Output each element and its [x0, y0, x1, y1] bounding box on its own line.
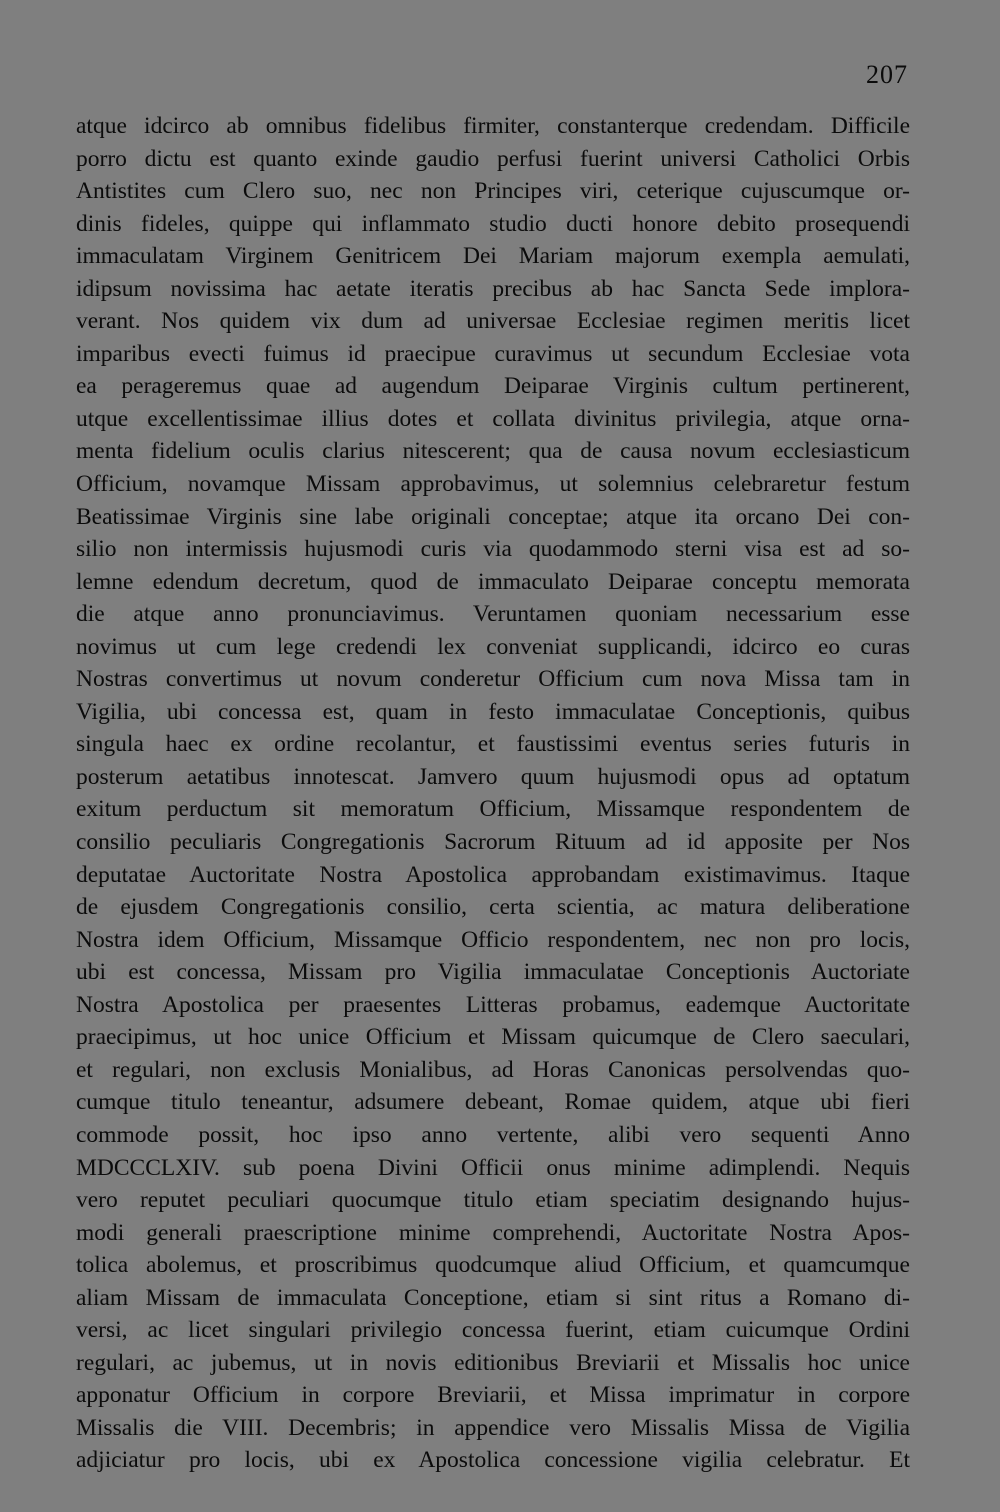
- text-line: exitum perductum sit memoratum Officium, Missamque respondentem de: [76, 796, 910, 823]
- text-line: utque excellentissimae illius dotes et collata divinitus privilegia, atque orna-: [76, 405, 910, 432]
- text-line: Nostra Apostolica per praesentes Litteras probamus, eademque Auctoritate: [76, 991, 910, 1018]
- text-line: MDCCCLXIV. sub poena Divini Officii onus minime adimplendi. Nequis: [76, 1154, 910, 1181]
- text-line: silio non intermissis hujusmodi curis via quodammodo sterni visa est ad so-: [76, 536, 910, 563]
- text-line: imparibus evecti fuimus id praecipue curavimus ut secundum Ecclesiae vota: [76, 340, 910, 367]
- text-line: deputatae Auctoritate Nostra Apostolica approbandam existimavimus. Itaque: [76, 861, 910, 888]
- text-line: aliam Missam de immaculata Conceptione, etiam si sint ritus a Romano di-: [76, 1284, 910, 1311]
- text-line: adjiciatur pro locis, ubi ex Apostolica concessione vigilia celebratur. Et: [76, 1447, 910, 1474]
- text-line: Nostras convertimus ut novum conderetur Officium cum nova Missa tam in: [76, 666, 910, 693]
- text-line: apponatur Officium in corpore Breviarii, et Missa imprimatur in corpore: [76, 1382, 910, 1409]
- text-line: de ejusdem Congregationis consilio, certa scientia, ac matura deliberatione: [76, 894, 910, 921]
- text-line: ea perageremus quae ad augendum Deiparae Virginis cultum pertinerent,: [76, 373, 910, 400]
- text-line: vero reputet peculiari quocumque titulo etiam speciatim designando hujus-: [76, 1187, 910, 1214]
- text-line: commode possit, hoc ipso anno vertente, alibi vero sequenti Anno: [76, 1121, 910, 1148]
- text-line: immaculatam Virginem Genitricem Dei Mariam majorum exempla aemulati,: [76, 243, 910, 270]
- page-number: 207: [866, 60, 908, 89]
- text-line: porro dictu est quanto exinde gaudio perfusi fuerint universi Catholici Orbis: [76, 145, 910, 172]
- text-line: modi generali praescriptione minime comprehendi, Auctoritate Nostra Apos-: [76, 1219, 910, 1246]
- text-line: Nostra idem Officium, Missamque Officio respondentem, nec non pro locis,: [76, 926, 910, 953]
- text-line: tolica abolemus, et proscribimus quodcumque aliud Officium, et quamcumque: [76, 1252, 910, 1279]
- text-line: Beatissimae Virginis sine labe originali conceptae; atque ita orcano Dei con-: [76, 503, 910, 530]
- text-line: Vigilia, ubi concessa est, quam in festo immaculatae Conceptionis, quibus: [76, 698, 910, 725]
- text-line: singula haec ex ordine recolantur, et faustissimi eventus series futuris in: [76, 731, 910, 758]
- text-line: praecipimus, ut hoc unice Officium et Missam quicumque de Clero saeculari,: [76, 1024, 910, 1051]
- text-line: novimus ut cum lege credendi lex conveniat supplicandi, idcirco eo curas: [76, 633, 910, 660]
- text-line: et regulari, non exclusis Monialibus, ad Horas Canonicas persolvendas quo-: [76, 1056, 910, 1083]
- text-line: Officium, novamque Missam approbavimus, ut solemnius celebraretur festum: [76, 471, 910, 498]
- text-line: atque idcirco ab omnibus fidelibus firmiter, constanterque credendam. Difficile: [76, 113, 910, 139]
- text-line: menta fidelium oculis clarius nitescerent; qua de causa novum ecclesiasticum: [76, 438, 910, 465]
- text-line: Missalis die VIII. Decembris; in appendice vero Missalis Missa de Vigilia: [76, 1414, 910, 1441]
- text-line: versi, ac licet singulari privilegio concessa fuerint, etiam cuicumque Ordini: [76, 1317, 910, 1344]
- text-line: cumque titulo teneantur, adsumere debeant, Romae quidem, atque ubi fieri: [76, 1089, 910, 1116]
- text-line: posterum aetatibus innotescat. Jamvero quum hujusmodi opus ad optatum: [76, 763, 910, 790]
- text-line: idipsum novissima hac aetate iteratis precibus ab hac Sancta Sede implora-: [76, 275, 910, 302]
- text-line: consilio peculiaris Congregationis Sacrorum Rituum ad id apposite per Nos: [76, 829, 910, 856]
- text-line: lemne edendum decretum, quod de immaculato Deiparae conceptu memorata: [76, 568, 910, 595]
- text-line: regulari, ac jubemus, ut in novis editionibus Breviarii et Missalis hoc unice: [76, 1349, 910, 1376]
- text-line: dinis fideles, quippe qui inflammato studio ducti honore debito prosequendi: [76, 210, 910, 237]
- body-text: [76, 110, 910, 1477]
- text-line: Antistites cum Clero suo, nec non Principes viri, ceterique cujuscumque or-: [76, 178, 910, 205]
- text-line: die atque anno pronunciavimus. Veruntamen quoniam necessarium esse: [76, 601, 910, 628]
- text-line: ubi est concessa, Missam pro Vigilia immaculatae Conceptionis Auctoriate: [76, 959, 910, 986]
- text-line: verant. Nos quidem vix dum ad universae Ecclesiae regimen meritis licet: [76, 308, 910, 335]
